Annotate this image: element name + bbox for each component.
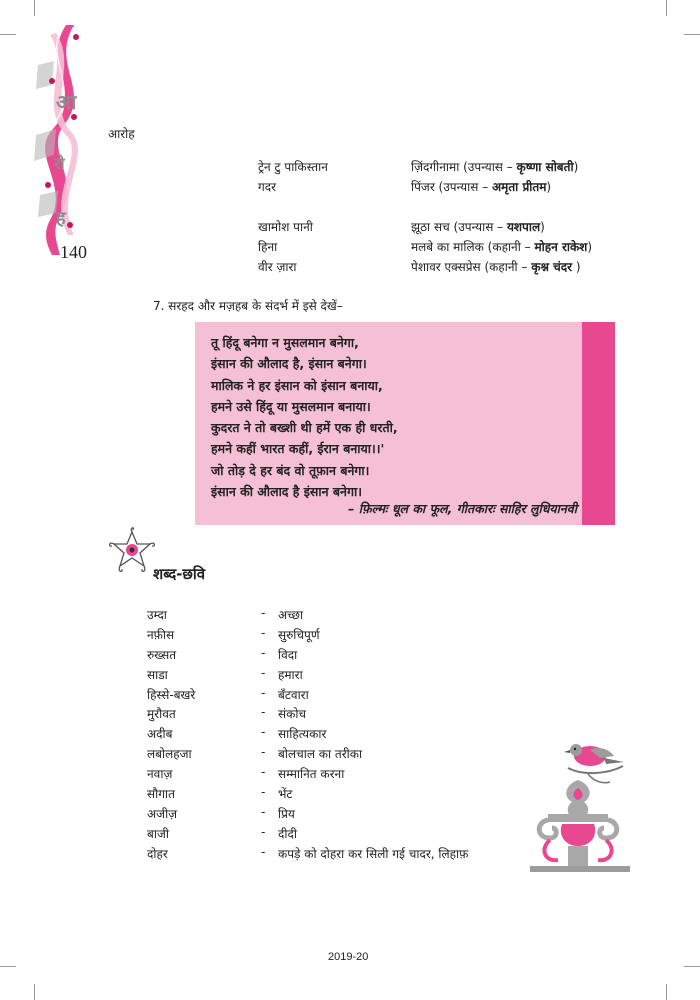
novel-reference: पेशावर एक्सप्रेस (कहानी – कृश्न चंदर ) <box>411 260 581 274</box>
poem-line: हमने उसे हिंदू या मुसलमान बनाया। <box>211 398 371 414</box>
poem-credit: – फ़िल्मः धूल का फूल, गीतकारः साहिर लुधियानवी <box>348 501 577 516</box>
crop-mark <box>0 34 16 35</box>
glossary-row <box>147 666 527 686</box>
chapter-title: आरोह <box>108 127 135 141</box>
table-row <box>258 238 658 258</box>
glossary-meaning: भेंट <box>278 787 293 802</box>
glossary-row <box>147 705 527 725</box>
novel-reference: पिंजर (उपन्यास – अमृता प्रीतम) <box>411 180 552 194</box>
glossary-term: नवाज़ <box>147 767 173 782</box>
novel-reference: ज़िंदगीनामा (उपन्यास – कृष्णा सोबती) <box>411 160 579 174</box>
dash: - <box>261 685 266 700</box>
crop-mark <box>34 0 35 16</box>
dash: - <box>261 725 266 740</box>
film-title: हिना <box>258 240 278 254</box>
glossary-row <box>147 825 527 845</box>
dash: - <box>261 665 266 680</box>
dash: - <box>261 625 266 640</box>
poem-line: तू हिंदू बनेगा न मुसलमान बनेगा, <box>211 335 359 350</box>
novel-reference: झूठा सच (उपन्यास – यशपाल) <box>411 220 545 234</box>
dash: - <box>261 705 266 720</box>
glossary-term: हिस्से-बखरे <box>147 687 196 702</box>
glossary-row <box>147 805 527 825</box>
glossary-row <box>147 745 527 765</box>
glossary-meaning: विदा <box>278 647 298 662</box>
dash: - <box>261 645 266 660</box>
crop-mark <box>684 966 700 967</box>
footer-year: 2019-20 <box>328 951 369 963</box>
side-letter: आ <box>56 90 77 114</box>
side-letter: ह <box>56 208 66 229</box>
crop-mark <box>666 984 667 1000</box>
film-title: वीर ज़ारा <box>258 260 297 274</box>
films-novels-table <box>258 158 658 278</box>
table-row <box>258 158 658 178</box>
glossary-term: नफ़ीस <box>147 627 175 642</box>
glossary-term: साडा <box>147 667 168 682</box>
table-row <box>258 258 658 278</box>
film-title: ट्रेन टु पाकिस्तान <box>258 160 328 174</box>
crop-mark <box>684 34 700 35</box>
poem-line: मालिक ने हर इंसान को इंसान बनाया, <box>211 377 383 393</box>
glossary-list <box>147 606 527 865</box>
glossary-meaning: प्रिय <box>278 806 295 821</box>
crop-mark <box>666 0 667 16</box>
glossary-meaning: अच्छा <box>278 608 304 622</box>
poem-lines <box>211 332 398 502</box>
glossary-term: लबोलहजा <box>147 747 192 762</box>
glossary-row <box>147 785 527 805</box>
dash: - <box>261 765 266 780</box>
question-text: 7. सरहद और मज़हब के संदर्भ में इसे देखें– <box>153 299 343 313</box>
glossary-meaning: हमारा <box>278 667 303 682</box>
dash: - <box>261 844 266 859</box>
glossary-row <box>147 606 527 626</box>
dash: - <box>261 745 266 760</box>
film-title: खामोश पानी <box>258 220 313 234</box>
glossary-meaning: साहित्यकार <box>278 727 327 742</box>
glossary-term: बाजी <box>147 826 169 841</box>
star-ornament-icon <box>107 526 157 576</box>
glossary-row <box>147 626 527 646</box>
film-title: गदर <box>258 180 277 194</box>
poem-line: हमने कहीं भारत कहीं, ईरान बनाया।।' <box>211 441 385 457</box>
poem-line: इंसान की औलाद है इंसान बनेगा। <box>211 484 362 500</box>
glossary-term: अजीज़ <box>147 806 178 821</box>
crop-mark <box>0 966 16 967</box>
table-row <box>258 198 658 218</box>
crop-mark <box>34 984 35 1000</box>
glossary-meaning: संकोच <box>278 707 307 722</box>
bird-on-pedestal-illustration <box>528 728 633 876</box>
poem-line: इंसान की औलाद है, इंसान बनेगा। <box>211 356 367 372</box>
glossary-meaning: कपड़े को दोहरा कर सिली गई चादर, लिहाफ़ <box>278 846 469 861</box>
glossary-row <box>147 686 527 706</box>
dash: - <box>261 785 266 800</box>
poem-line: जो तोड़ दे हर बंद वो तूफ़ान बनेगा। <box>211 462 370 478</box>
glossary-term: मुरौवत <box>147 707 176 722</box>
glossary-meaning: दीदी <box>278 826 297 841</box>
dash: - <box>261 824 266 839</box>
glossary-meaning: सुरुचिपूर्ण <box>278 627 320 642</box>
glossary-meaning: बोलचाल का तरीका <box>278 747 363 762</box>
glossary-meaning: सम्मानित करना <box>278 767 345 782</box>
glossary-row <box>147 765 527 785</box>
poem-box <box>195 322 615 525</box>
glossary-term: सौगात <box>147 787 175 802</box>
glossary-term: अदीब <box>147 727 173 742</box>
table-row <box>258 178 658 198</box>
glossary-row <box>147 646 527 666</box>
glossary-term: रुख्सत <box>147 647 177 662</box>
poem-accent-bar <box>582 322 615 525</box>
page-number: 140 <box>60 242 87 262</box>
glossary-term: उम्दा <box>147 608 167 622</box>
glossary-row <box>147 725 527 745</box>
dash: - <box>261 606 266 620</box>
glossary-meaning: बँटवारा <box>278 687 309 702</box>
section-heading: शब्द-छवि <box>153 565 206 583</box>
table-row <box>258 218 658 238</box>
side-letter: रो <box>54 154 65 173</box>
poem-line: कुदरत ने तो बख्शी थी हमें एक ही धरती, <box>211 420 398 436</box>
glossary-term: दोहर <box>147 846 168 861</box>
dash: - <box>261 804 266 819</box>
glossary-row <box>147 845 527 865</box>
novel-reference: मलबे का मालिक (कहानी – मोहन राकेश) <box>411 240 593 254</box>
